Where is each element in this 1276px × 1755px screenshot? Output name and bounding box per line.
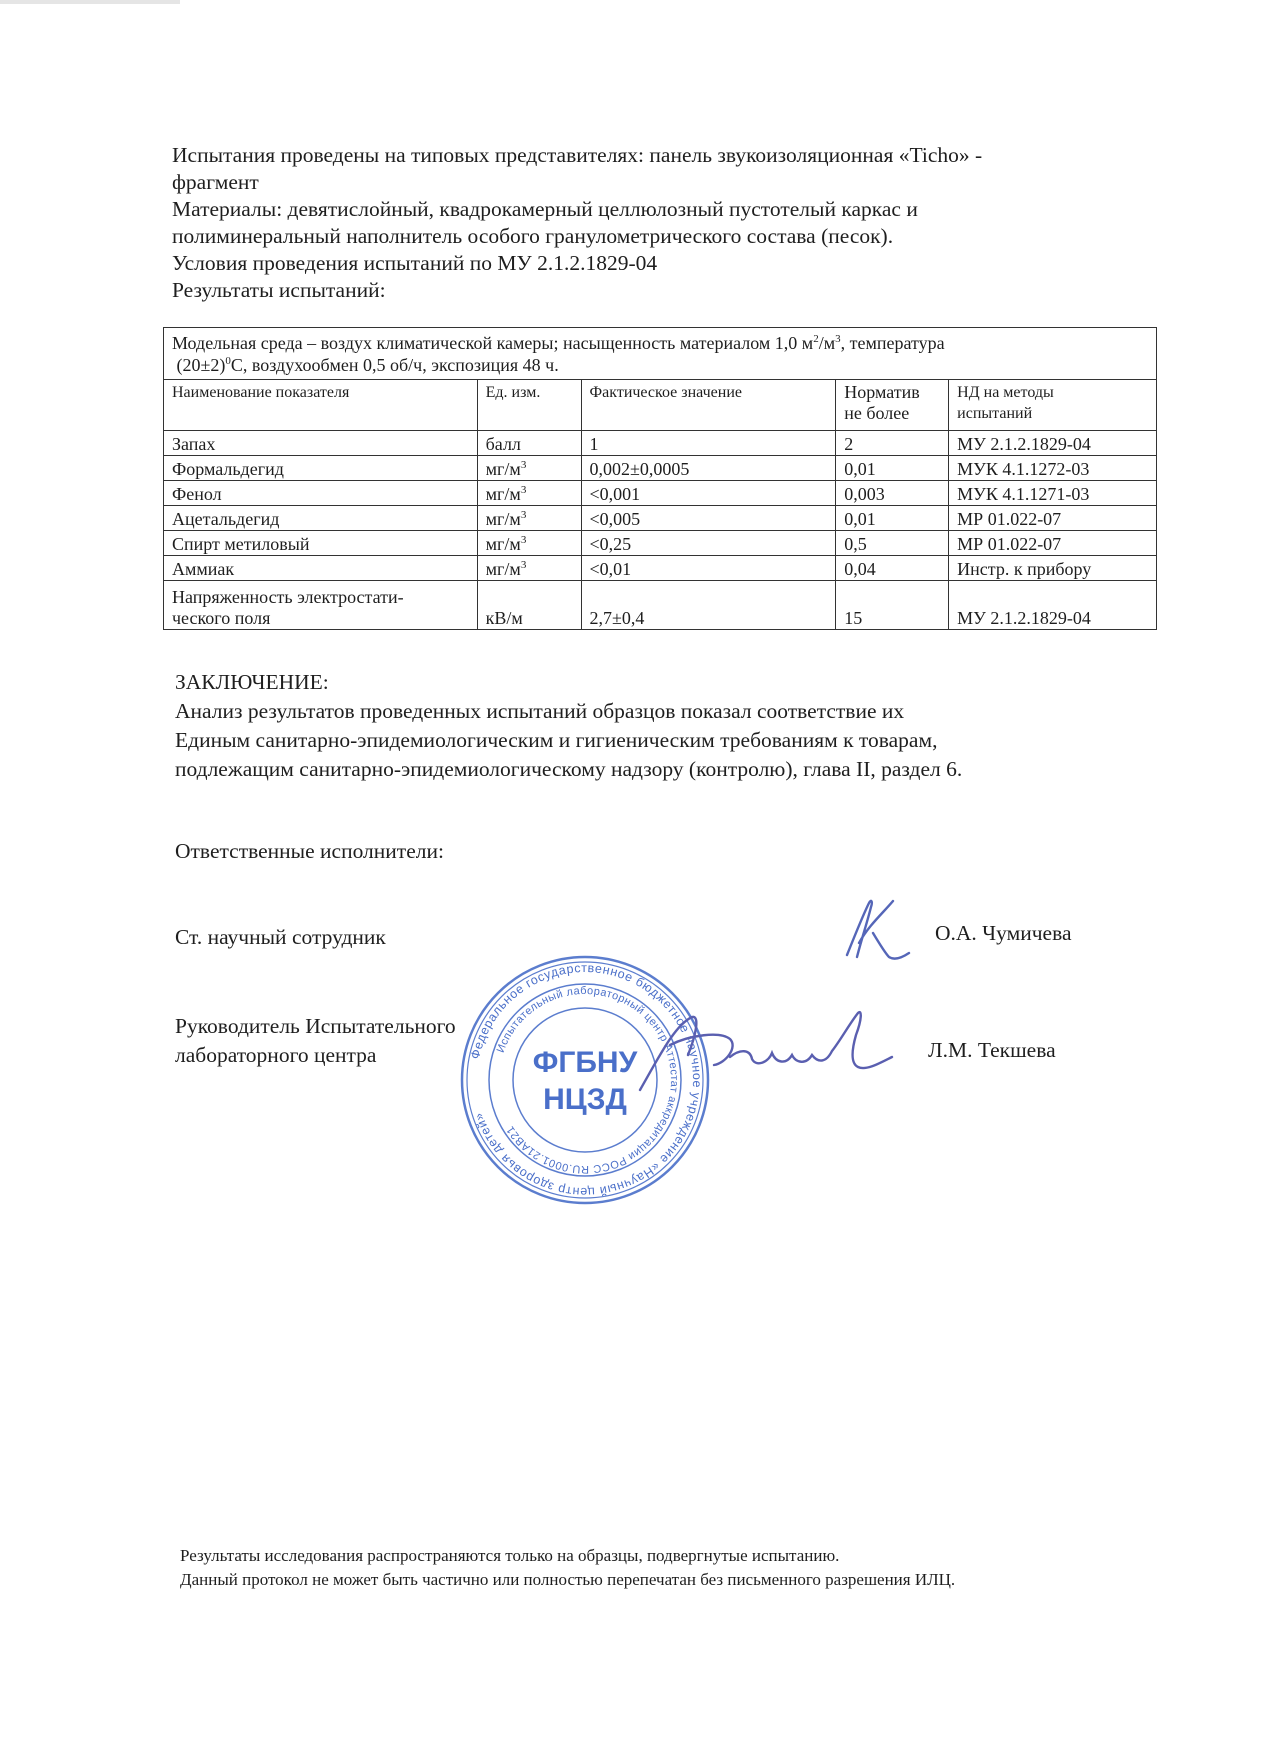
signer2-position: Руководитель Испытательного лабораторного центра — [175, 1014, 456, 1067]
conclusion-line: Единым санитарно-эпидемиологическим и гигиеническим требованиям к товарам, — [175, 728, 938, 752]
cell-method: МР 01.022-07 — [949, 506, 1157, 531]
table-row — [164, 581, 1157, 630]
table-row — [164, 481, 1157, 506]
intro-line: Материалы: девятислойный, квадрокамерный целлюлозный пустотелый каркас и — [172, 197, 918, 221]
cell-unit: балл — [477, 431, 581, 456]
cell-norm: 0,04 — [836, 556, 949, 581]
table-header-row — [164, 380, 1157, 431]
cell-name: Запах — [164, 431, 478, 456]
conclusion-line: подлежащим санитарно-эпидемиологическому надзору (контролю), глава II, раздел 6. — [175, 757, 963, 781]
responsible-heading: Ответственные исполнители: — [175, 839, 444, 863]
cell-name: Фенол — [164, 481, 478, 506]
test-environment: Модельная среда – воздух климатической камеры; насыщенность материалом 1,0 $м^2/м^3$, температура $(20\pm 2)^0С$, воздухообмен 0,5 об/ч, экспозиция 48 ч. — [164, 328, 1157, 380]
cell-actual: <0,005 — [581, 506, 836, 531]
table-row — [164, 456, 1157, 481]
signer1-position: Ст. научный сотрудник — [175, 925, 386, 949]
cell-norm: 0,003 — [836, 481, 949, 506]
header-unit: Ед. изм. — [477, 380, 581, 431]
cell-method: МУК 4.1.1271-03 — [949, 481, 1157, 506]
conclusion-line: Анализ результатов проведенных испытаний образцов показал соответствие их — [175, 699, 905, 723]
cell-actual: 1 — [581, 431, 836, 456]
test-intro — [172, 142, 1132, 304]
cell-method: МР 01.022-07 — [949, 531, 1157, 556]
intro-line: полиминеральный наполнитель особого гранулометрического состава (песок). — [172, 224, 894, 248]
header-actual: Фактическое значение — [581, 380, 836, 431]
cell-norm: 2 — [836, 431, 949, 456]
cell-unit: $мг/м^3$ — [477, 481, 581, 506]
header-name: Наименование показателя — [164, 380, 478, 431]
signature-2 — [600, 1005, 900, 1100]
table-row — [164, 506, 1157, 531]
cell-name: Ацетальдегид — [164, 506, 478, 531]
stamp-center-line2: НЦЗД — [543, 1083, 627, 1116]
cell-unit: $мг/м^3$ — [477, 456, 581, 481]
intro-line: Результаты испытаний: — [172, 278, 386, 302]
cell-actual: <0,25 — [581, 531, 836, 556]
header-method: НД на методы испытаний — [949, 380, 1157, 431]
stamp-inner-text: Испытательный лабораторный центр Аттестат аккредитации РОСС RU.0001.21АВ21 — [494, 984, 681, 1176]
intro-line: фрагмент — [172, 170, 259, 194]
intro-line: Испытания проведены на типовых представителях: панель звукоизоляционная «Ticho» - — [172, 143, 983, 167]
stamp-center-line1: ФГБНУ — [532, 1046, 638, 1079]
cell-norm: 0,5 — [836, 531, 949, 556]
cell-actual: <0,01 — [581, 556, 836, 581]
cell-method: Инстр. к прибору — [949, 556, 1157, 581]
cell-name: Спирт метиловый — [164, 531, 478, 556]
scan-edge-mark — [0, 0, 180, 4]
stamp-outer-text: Федеральное государственное бюджетное научное учреждение «Научный центр здоровья детей» — [468, 960, 705, 1200]
footer-line: Данный протокол не может быть частично или полностью перепечатан без письменного разрешения ИЛЦ. — [180, 1570, 956, 1589]
conclusion — [175, 668, 1123, 784]
cell-name: Формальдегид — [164, 456, 478, 481]
cell-method: МУ 2.1.2.1829-04 — [949, 581, 1157, 630]
cell-unit: $мг/м^3$ — [477, 506, 581, 531]
cell-method: МУК 4.1.1272-03 — [949, 456, 1157, 481]
footer-line: Результаты исследования распространяются только на образцы, подвергнутые испытанию. — [180, 1546, 840, 1565]
conclusion-title: ЗАКЛЮЧЕНИЕ: — [175, 670, 329, 694]
cell-unit: $мг/м^3$ — [477, 531, 581, 556]
signer2-name: Л.М. Текшева — [928, 1038, 1056, 1062]
signature-1 — [835, 895, 915, 970]
footer-note — [180, 1544, 955, 1592]
cell-actual: <0,001 — [581, 481, 836, 506]
cell-norm: 0,01 — [836, 456, 949, 481]
cell-unit: кВ/м — [477, 581, 581, 630]
results-table — [163, 327, 1157, 630]
cell-actual: 2,7±0,4 — [581, 581, 836, 630]
cell-norm: 15 — [836, 581, 949, 630]
table-row — [164, 556, 1157, 581]
cell-unit: $мг/м^3$ — [477, 556, 581, 581]
table-row — [164, 531, 1157, 556]
cell-method: МУ 2.1.2.1829-04 — [949, 431, 1157, 456]
cell-name: Аммиак — [164, 556, 478, 581]
intro-line: Условия проведения испытаний по МУ 2.1.2.1829-04 — [172, 251, 658, 275]
header-norm: Норматив не более — [836, 380, 949, 431]
cell-actual: 0,002±0,0005 — [581, 456, 836, 481]
cell-norm: 0,01 — [836, 506, 949, 531]
cell-name: Напряженность электростати- ческого поля — [164, 581, 478, 630]
signer1-name: О.А. Чумичева — [935, 921, 1072, 945]
table-row — [164, 431, 1157, 456]
